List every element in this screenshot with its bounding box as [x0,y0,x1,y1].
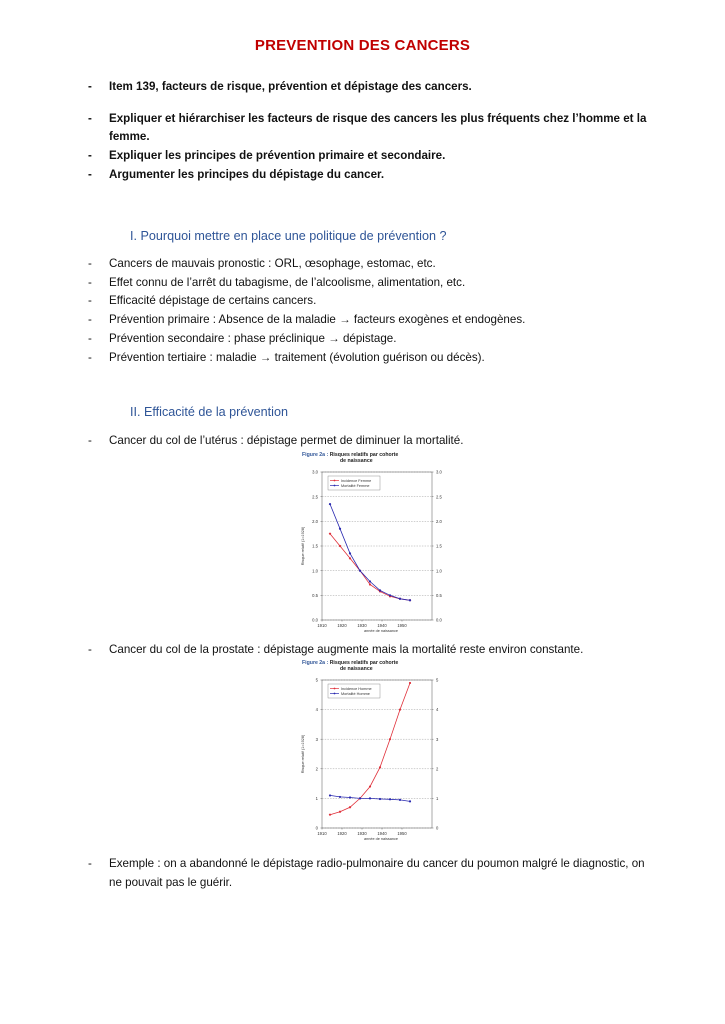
y-tick-label: 0.0 [312,617,318,623]
x-tick-label: 1940 [377,831,387,836]
y-tick-label-right: 4 [436,707,439,713]
data-point [339,796,341,798]
y-tick-label: 4 [315,707,318,713]
x-tick-label: 1920 [337,623,347,628]
legend-label: Incidence Femme [341,478,372,483]
data-point [389,738,391,740]
x-tick-label: 1910 [317,831,327,836]
x-tick-label: 1930 [357,623,367,628]
data-point [339,545,341,547]
y-tick-label-right: 3 [436,736,439,742]
list-item: - Prévention secondaire : phase préclinique → dépistage. [88,331,397,345]
y-tick-label: 2.0 [312,518,318,524]
objective-item: - Expliquer les principes de prévention primaire et secondaire. [88,149,446,163]
y-tick-label: 2 [315,766,318,772]
section-2-heading: II. Efficacité de la prévention [130,405,288,419]
legend-marker [334,480,336,482]
data-point [329,814,331,816]
list-item: - Cancers de mauvais pronostic : ORL, œsophage, estomac, etc. [88,257,436,270]
data-point [379,589,381,591]
figure-1 [292,450,462,650]
y-tick-label: 0 [315,825,318,831]
legend-label: Mortalité Homme [341,691,370,696]
data-point [349,796,351,798]
data-point [409,599,411,601]
data-point [349,557,351,559]
x-axis-label: année de naissance [364,629,398,633]
list-item: - Prévention tertiaire : maladie → traitement (évolution guérison ou décès). [88,350,485,364]
y-tick-label: 3.0 [312,469,318,475]
y-tick-label: 5 [315,677,318,683]
data-point [389,798,391,800]
list-item: - Effet connu de l’arrêt du tabagisme, de l’alcoolisme, alimentation, etc. [88,275,466,289]
data-point [339,811,341,813]
legend-marker [334,688,336,690]
data-point [339,528,341,530]
y-tick-label-right: 3.0 [436,469,442,475]
legend-marker [334,693,336,695]
data-point [369,797,371,799]
list-item: - Cancer du col de l’utérus : dépistage permet de diminuer la mortalité. [88,434,464,447]
data-point [409,800,411,802]
x-tick-label: 1930 [357,831,367,836]
data-point [329,503,331,505]
data-point [399,598,401,600]
y-tick-label-right: 1.5 [436,543,442,549]
list-item: - Cancer du col de la prostate : dépistage augmente mais la mortalité reste environ constante. [88,643,584,656]
list-item: - Efficacité dépistage de certains cancers. [88,294,317,308]
x-tick-label: 1940 [377,623,387,628]
y-tick-label: 3 [315,736,318,742]
y-axis-label: Risque relatif (1=1928) [301,734,305,774]
y-tick-label-right: 2.0 [436,518,442,524]
data-point [349,552,351,554]
y-tick-label-right: 1 [436,796,439,801]
chart-2 [292,658,462,858]
section-1-heading: I. Pourquoi mettre en place une politique de prévention ? [130,229,447,243]
y-tick-label: 1.0 [312,568,318,574]
data-point [409,682,411,684]
data-point [359,570,361,572]
y-tick-label-right: 2 [436,766,439,772]
data-point [389,594,391,596]
section-2-item-2 [88,641,648,660]
data-point [379,798,381,800]
plot-frame [322,680,432,828]
data-point [329,533,331,535]
objective-item: - Item 139, facteurs de risque, prévention et dépistage des cancers. [88,80,472,93]
data-point [369,580,371,582]
y-tick-label-right: 0.0 [436,617,442,623]
page-title: PREVENTION DES CANCERS [254,37,471,54]
y-axis-label: Risque relatif (1=1928) [301,526,305,566]
x-tick-label: 1950 [397,623,407,628]
y-tick-label-right: 0.5 [436,592,442,598]
y-tick-label: 1 [315,796,318,801]
series-line [330,504,410,600]
y-tick-label: 1.5 [312,543,318,549]
y-tick-label: 0.5 [312,592,318,598]
y-tick-label-right: 1.0 [436,568,442,574]
list-item: - Prévention primaire : Absence de la maladie → facteurs exogènes et endogènes. [88,313,526,327]
data-point [379,766,381,768]
data-point [349,806,351,808]
section-2-item-3 [88,855,648,892]
series-line [330,534,410,601]
list-item: - Exemple : on a abandonné le dépistage radio-pulmonaire du cancer du poumon malgré le diagnostic, on ne pouvait pas le guérir. [88,857,645,889]
section-2-item-1 [88,432,648,451]
objective-item: - Argumenter les principes du dépistage du cancer. [88,167,385,181]
y-tick-label-right: 5 [436,677,439,683]
y-tick-label-right: 2.5 [436,494,442,500]
objectives-list [88,78,648,185]
legend-marker [334,485,336,487]
figure-2 [292,658,462,858]
x-tick-label: 1910 [317,623,327,628]
data-point [399,709,401,711]
legend-label: Incidence Homme [341,686,372,691]
objective-item: - Expliquer et hiérarchiser les facteurs de risque des cancers les plus fréquents chez l’homme et la femme. [88,111,647,144]
data-point [329,794,331,796]
data-point [369,785,371,787]
data-point [399,799,401,801]
x-axis-label: année de naissance [364,837,398,841]
figure-2-caption: Figure 2a : Risques relatifs par cohorte de naissance [302,660,399,672]
data-point [359,797,361,799]
x-tick-label: 1950 [397,831,407,836]
series-line [330,683,410,815]
chart-1 [292,450,462,650]
x-tick-label: 1920 [337,831,347,836]
section-1-list [88,255,648,367]
data-point [369,583,371,585]
y-tick-label-right: 0 [436,825,439,831]
figure-1-caption: Figure 2a : Risques relatifs par cohorte de naissance [302,452,399,464]
y-tick-label: 2.5 [312,494,318,500]
legend-label: Mortalité Femme [341,483,370,488]
